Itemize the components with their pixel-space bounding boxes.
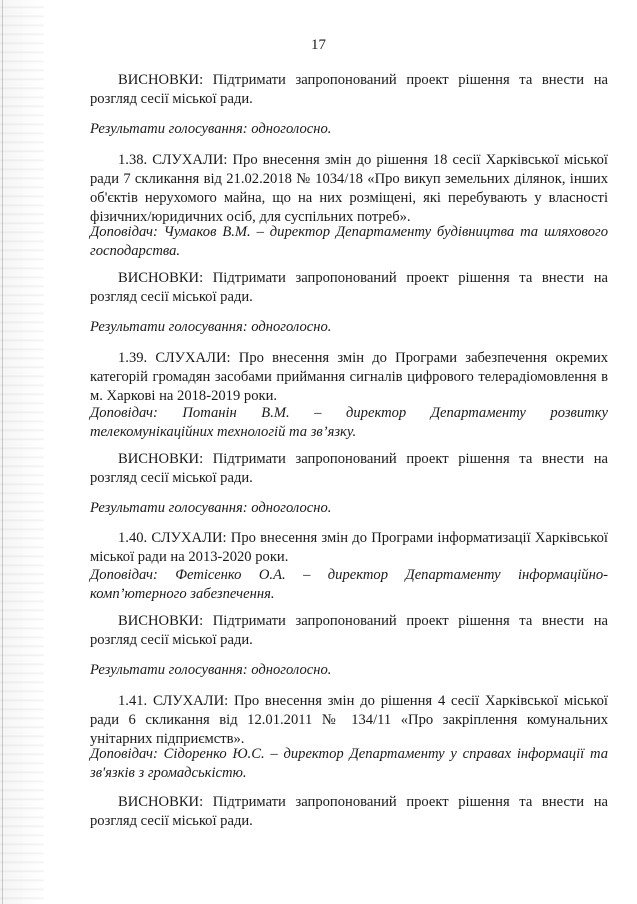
heard-item-1-38: 1.38. СЛУХАЛИ: Про внесення змін до рішення 18 сесії Харківської міської ради 7 скликання від 21.02.2018 № 1034/18 «Про викуп земельних ділянок, інших об'єктів нерухомого майна, що на них розміщені, які перебувають у власності фізичних/юридичних осіб, для суспільних потреб». bbox=[90, 152, 608, 225]
speaker-1-39: Доповідач: Потанін В.М. – директор Департаменту розвитку телекомунікаційних технологій та зв’язку. bbox=[90, 405, 608, 440]
vote-1-39: Результати голосування: одноголосно. bbox=[90, 500, 332, 516]
scan-left-edge bbox=[0, 0, 44, 904]
heard-item-1-39: 1.39. СЛУХАЛИ: Про внесення змін до Програми забезпечення окремих категорій громадян засобами приймання сигналів цифрового телерадіомовлення в м. Харкові на 2018-2019 роки. bbox=[90, 350, 608, 404]
conclusion-1-41: ВИСНОВКИ: Підтримати запропонований проект рішення та внести на розгляд сесії міської ради. bbox=[90, 794, 608, 829]
page-number: 17 bbox=[311, 37, 326, 53]
vote-1-40: Результати голосування: одноголосно. bbox=[90, 662, 332, 678]
conclusion-1-39: ВИСНОВКИ: Підтримати запропонований проект рішення та внести на розгляд сесії міської ради. bbox=[90, 451, 608, 486]
heard-item-1-40: 1.40. СЛУХАЛИ: Про внесення змін до Програми інформатизації Харківської міської ради на 2013-2020 роки. bbox=[90, 530, 608, 565]
vote-result: Результати голосування: одноголосно. bbox=[90, 121, 332, 137]
conclusion-1-38: ВИСНОВКИ: Підтримати запропонований проект рішення та внести на розгляд сесії міської ради. bbox=[90, 270, 608, 305]
speaker-1-41: Доповідач: Сідоренко Ю.С. – директор Департаменту у справах інформації та зв'язків з громадськістю. bbox=[90, 746, 608, 781]
conclusion-1-40: ВИСНОВКИ: Підтримати запропонований проект рішення та внести на розгляд сесії міської ради. bbox=[90, 613, 608, 648]
speaker-1-40: Доповідач: Фетісенко О.А. – директор Департаменту інформаційно-комп’ютерного забезпечення. bbox=[90, 567, 608, 602]
vote-1-38: Результати голосування: одноголосно. bbox=[90, 319, 332, 335]
conclusion-text: ВИСНОВКИ: Підтримати запропонований проект рішення та внести на розгляд сесії міської ради. bbox=[90, 72, 608, 107]
speaker-1-38: Доповідач: Чумаков В.М. – директор Департаменту будівництва та шляхового господарства. bbox=[90, 224, 608, 259]
heard-item-1-41: 1.41. СЛУХАЛИ: Про внесення змін до рішення 4 сесії Харківської міської ради 6 скликання від 12.01.2011 № 134/11 «Про закріплення комунальних унітарних підприємств». bbox=[90, 693, 608, 747]
